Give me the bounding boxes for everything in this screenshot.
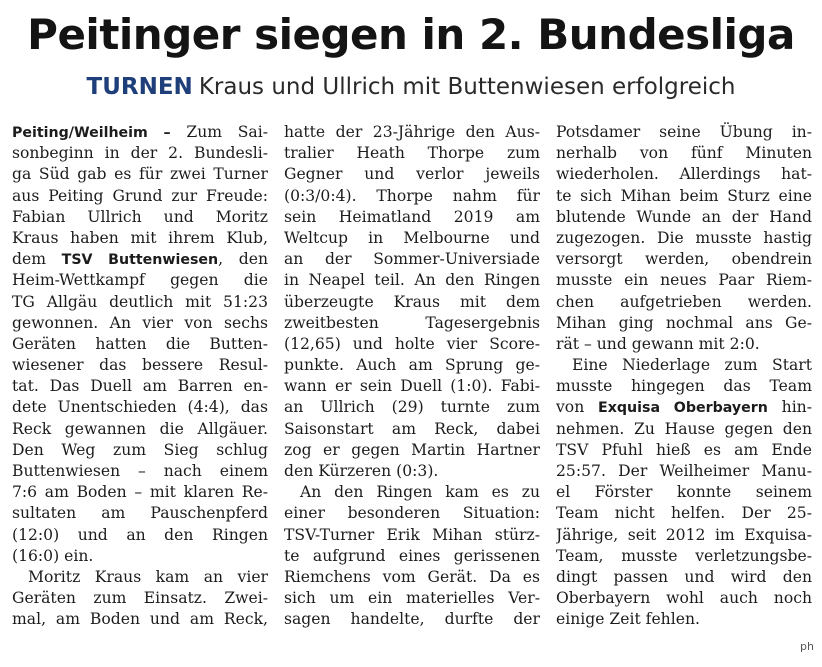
article-line: Eine Niederlage zum Start [572, 356, 812, 375]
article-line: musste ein neues Paar Riem- [556, 271, 812, 290]
article-line: gewonnen. An vier von sechs [12, 313, 268, 332]
article-column-1 [12, 122, 268, 631]
article-line: Buttenwiesen – nach einem [12, 462, 268, 480]
author-signature: ph [800, 640, 814, 653]
article-line: (16:0) ein. [12, 546, 94, 565]
article-line: Peiting/Weilheim – Zum Sai- [12, 123, 268, 141]
article-line: TSV-Turner Erik Mihan stürz- [284, 525, 540, 544]
article-line: Team nicht helfen. Der 25- [556, 504, 812, 523]
article-line: Moritz Kraus kam an vier [28, 567, 268, 586]
article-line: Kraus haben mit ihrem Klub, [12, 228, 268, 247]
article-line: Oberbayern wohl auch noch [556, 589, 812, 608]
article-line: sonbeginn in der 2. Bundesli- [12, 144, 268, 163]
section-kicker: TURNEN [86, 74, 193, 100]
article-line: musste hingegen das Team [556, 377, 812, 396]
article-line: nehmen. Zu Hause gegen den [556, 419, 812, 438]
article-line: überzeugte Kraus mit dem [284, 292, 540, 311]
article-line: Team, musste verletzungsbe- [556, 546, 812, 565]
article-line: zog er gegen Martin Hartner [284, 440, 540, 459]
article-line: Fabian Ullrich und Moritz [12, 207, 268, 226]
article-line: dingt passen und wird den [556, 567, 812, 586]
article-line: den Kürzeren (0:3). [284, 462, 439, 480]
article-line: te sich Mihan beim Sturz eine [556, 186, 812, 205]
article-line: einige Zeit fehlen. [556, 610, 700, 629]
article-line: TSV Pfuhl hieß es am Ende [556, 440, 812, 459]
article-line: ga Süd gab es für zwei Turner [12, 165, 268, 184]
article-line: zweitbesten Tagesergebnis [284, 313, 540, 332]
article-column-2 [284, 122, 540, 631]
article-line: tralier Heath Thorpe zum [284, 144, 540, 163]
article-line: Potsdamer seine Übung in- [556, 123, 812, 141]
article-line: Geräten zum Einsatz. Zwei- [12, 589, 268, 608]
article-line: einer besonderen Situation: [284, 504, 540, 523]
article-line: in Neapel teil. An den Ringen [284, 271, 540, 290]
article-line: mal, am Boden und am Reck, [12, 610, 268, 629]
article-line: Gegner und verlor jeweils [284, 165, 540, 184]
article-line: tat. Das Duell am Barren en- [12, 377, 268, 396]
article-line: an der Sommer-Universiade [284, 250, 540, 269]
article-line: zugezogen. Die musste hastig [556, 228, 812, 247]
article-line: Heim-Wettkampf gegen die [12, 271, 268, 290]
article-line: dete Unentschieden (4:4), das [12, 398, 268, 417]
article-line: TG Allgäu deutlich mit 51:23 [12, 292, 268, 311]
article-line: sein Heimatland 2019 am [284, 207, 540, 226]
article-line: rät – und gewann mit 2:0. [556, 334, 760, 353]
subheadline [0, 74, 822, 100]
article-line: sultaten am Pauschenpferd [12, 504, 268, 523]
article-line: an Ullrich (29) turnte zum [284, 398, 540, 417]
article-line: wiesener das bessere Resul- [12, 356, 268, 375]
article-line: Geräten hatten die Butten- [12, 334, 268, 353]
article-line: te aufgrund eines gerissenen [284, 546, 540, 565]
subheadline-text: Kraus und Ullrich mit Buttenwiesen erfolgreich [198, 74, 736, 100]
article-column-3 [556, 122, 812, 631]
article-line: nerhalb von fünf Minuten [556, 144, 812, 163]
article-line: (12:0) und an den Ringen [12, 525, 268, 544]
article-line: von Exquisa Oberbayern hin- [556, 398, 812, 417]
article-line: wann er sein Duell (1:0). Fabi- [284, 377, 540, 396]
article-line: el Förster konnte seinem [556, 483, 812, 502]
headline: Peitinger siegen in 2. Bundesliga [27, 10, 795, 59]
article-line: wiederholen. Allerdings hat- [556, 165, 812, 184]
article-line: dem TSV Buttenwiesen, den [12, 250, 268, 269]
article-line: chen aufgetrieben werden. [556, 292, 812, 311]
article-line: Mihan ging nochmal ans Ge- [556, 313, 812, 332]
article-line: sich um ein materielles Ver- [284, 589, 540, 608]
article-line: punkte. Auch am Sprung ge- [284, 356, 540, 375]
article-line: versorgt werden, obendrein [556, 250, 812, 269]
article-line: Jährige, seit 2012 im Exquisa- [556, 525, 812, 544]
article-line: Saisonstart am Reck, dabei [284, 419, 540, 438]
article-line: 7:6 am Boden – mit klaren Re- [12, 483, 268, 502]
article-line: Weltcup in Melbourne und [284, 228, 540, 247]
article-line: Reck gewannen die Allgäuer. [12, 419, 268, 438]
article-line: blutende Wunde an der Hand [556, 207, 812, 226]
article-line: An den Ringen kam es zu [300, 483, 540, 502]
article-line: aus Peiting Grund zur Freude: [12, 186, 268, 205]
article-line: hatte der 23-Jährige den Aus- [284, 123, 540, 141]
article-line: Den Weg zum Sieg schlug [12, 440, 268, 459]
article-line: (12,65) und holte vier Score- [284, 334, 540, 353]
article-line: Riemchens vom Gerät. Da es [284, 567, 540, 586]
article-line: 25:57. Der Weilheimer Manu- [556, 462, 812, 480]
article-line: (0:3/0:4). Thorpe nahm für [284, 186, 540, 205]
article-line: sagen handelte, durfte der [284, 610, 540, 629]
